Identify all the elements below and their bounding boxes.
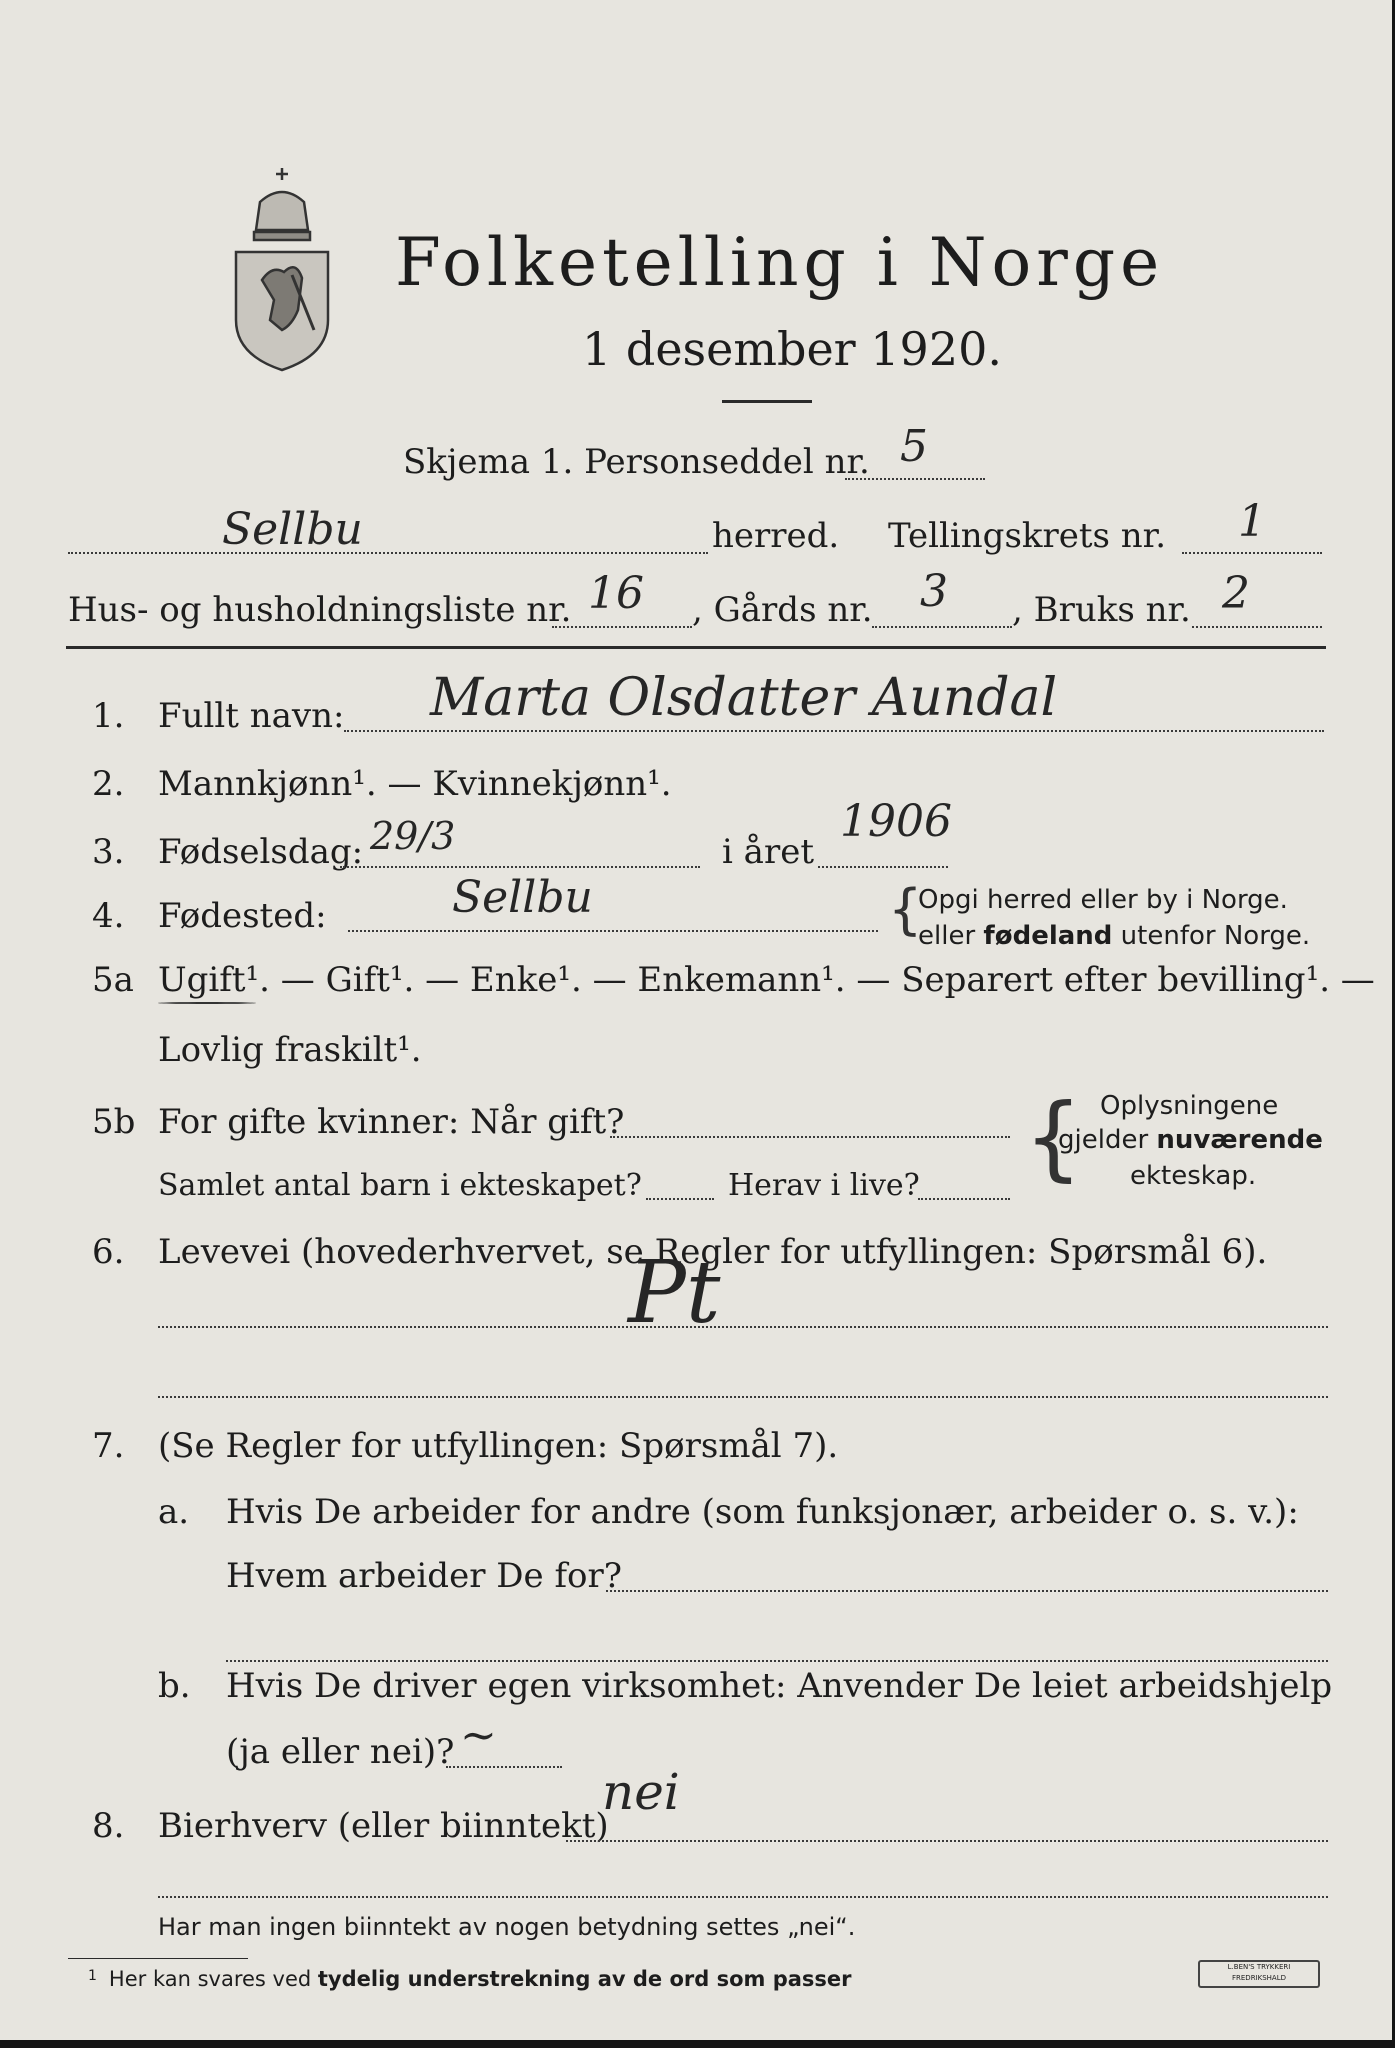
- bruks-label: , Bruks nr.: [1012, 590, 1191, 630]
- q3-number: 3.: [92, 832, 125, 872]
- printer-stamp: L.BEN'S TRYKKERI FREDRIKSHALD: [1198, 1960, 1320, 1988]
- q2-number: 2.: [92, 764, 125, 804]
- q5b-brace: {: [1024, 1084, 1083, 1191]
- coat-of-arms-icon: [222, 160, 342, 375]
- personseddel-nr-value: 5: [900, 421, 928, 472]
- q7b-answer-value: ~: [460, 1710, 497, 1761]
- herred-label: herred.: [712, 516, 840, 556]
- header-divider: [66, 646, 1326, 649]
- q8-side-income-value: nei: [602, 1763, 680, 1821]
- form-date: 1 desember 1920.: [582, 322, 1002, 376]
- q4-birthplace-value: Sellbu: [452, 872, 593, 923]
- q4-brace: {: [888, 878, 923, 941]
- q5b-line2a: Samlet antal barn i ekteskapet?: [158, 1168, 642, 1203]
- q3-year-label: i året: [722, 832, 814, 872]
- q8-label: Bierhverv (eller biinntekt): [158, 1806, 609, 1846]
- q1-full-name-value: Marta Olsdatter Aundal: [430, 668, 1058, 728]
- q6-text: Levevei (hovederhvervet, se Regler for utfyllingen: Spørsmål 6).: [158, 1232, 1268, 1272]
- q3-birthday-value: 29/3: [370, 814, 456, 858]
- tellingskrets-label: Tellingskrets nr.: [888, 516, 1167, 556]
- q5a-marital-options: Ugift¹. — Gift¹. — Enke¹. — Enkemann¹. — Separert efter bevilling¹. —: [158, 960, 1375, 1000]
- husliste-nr-value: 16: [588, 568, 644, 619]
- q7b-text: Hvis De driver egen virksomhet: Anvender De leiet arbeidshjelp: [226, 1666, 1333, 1706]
- q2-gender-options: Mannkjønn¹. — Kvinnekjønn¹.: [158, 764, 672, 804]
- q3-label: Fødselsdag:: [158, 832, 364, 872]
- q7b-question: (ja eller nei)?: [226, 1732, 455, 1772]
- q8-number: 8.: [92, 1806, 125, 1846]
- q7-number: 7.: [92, 1426, 125, 1466]
- q5a-line2: Lovlig fraskilt¹.: [158, 1030, 422, 1070]
- q5b-note-2: gjelder nuværende: [1058, 1125, 1323, 1155]
- q7-text: (Se Regler for utfyllingen: Spørsmål 7).: [158, 1426, 839, 1466]
- tellingskrets-nr-value: 1: [1238, 496, 1266, 547]
- q5b-note-1: Oplysningene: [1100, 1091, 1279, 1121]
- q7a-text: Hvis De arbeider for andre (som funksjonær, arbeider o. s. v.):: [226, 1492, 1299, 1532]
- q5b-note-3: ekteskap.: [1130, 1161, 1257, 1191]
- q1-label: Fullt navn:: [158, 696, 345, 736]
- q4-note-2: eller fødeland utenfor Norge.: [918, 921, 1311, 951]
- q5b-line1: For gifte kvinner: Når gift?: [158, 1102, 625, 1142]
- q4-note-1: Opgi herred eller by i Norge.: [918, 885, 1288, 915]
- husliste-label: Hus- og husholdningsliste nr.: [68, 590, 572, 630]
- footnote-rule: [68, 1958, 248, 1959]
- q5a-number: 5a: [92, 960, 134, 1000]
- herred-value: Sellbu: [222, 504, 363, 555]
- footnote: $^1$ Her kan svares ved tydelig understrekning av de ord som passer: [88, 1967, 852, 1991]
- q4-number: 4.: [92, 896, 125, 936]
- q6-number: 6.: [92, 1232, 125, 1272]
- title-divider: [722, 400, 812, 403]
- q7a-question: Hvem arbeider De for?: [226, 1556, 622, 1596]
- skjema-label: Skjema 1. Personseddel nr.: [403, 442, 870, 482]
- q7a-letter: a.: [158, 1492, 190, 1532]
- q5a-underline-mark: [158, 1002, 256, 1004]
- bruks-nr-value: 2: [1222, 568, 1250, 619]
- q5b-number: 5b: [92, 1102, 136, 1142]
- q6-occupation-value: Pt: [628, 1243, 721, 1343]
- q4-label: Fødested:: [158, 896, 327, 936]
- q5b-line2b: Herav i live?: [728, 1168, 920, 1203]
- q1-number: 1.: [92, 696, 125, 736]
- gards-label: , Gårds nr.: [692, 590, 873, 630]
- q7b-letter: b.: [158, 1666, 191, 1706]
- gards-nr-value: 3: [920, 566, 948, 617]
- q3-year-value: 1906: [840, 796, 952, 847]
- footer-note: Har man ingen biinntekt av nogen betydning settes „nei“.: [158, 1913, 856, 1941]
- form-title: Folketelling i Norge: [395, 224, 1165, 301]
